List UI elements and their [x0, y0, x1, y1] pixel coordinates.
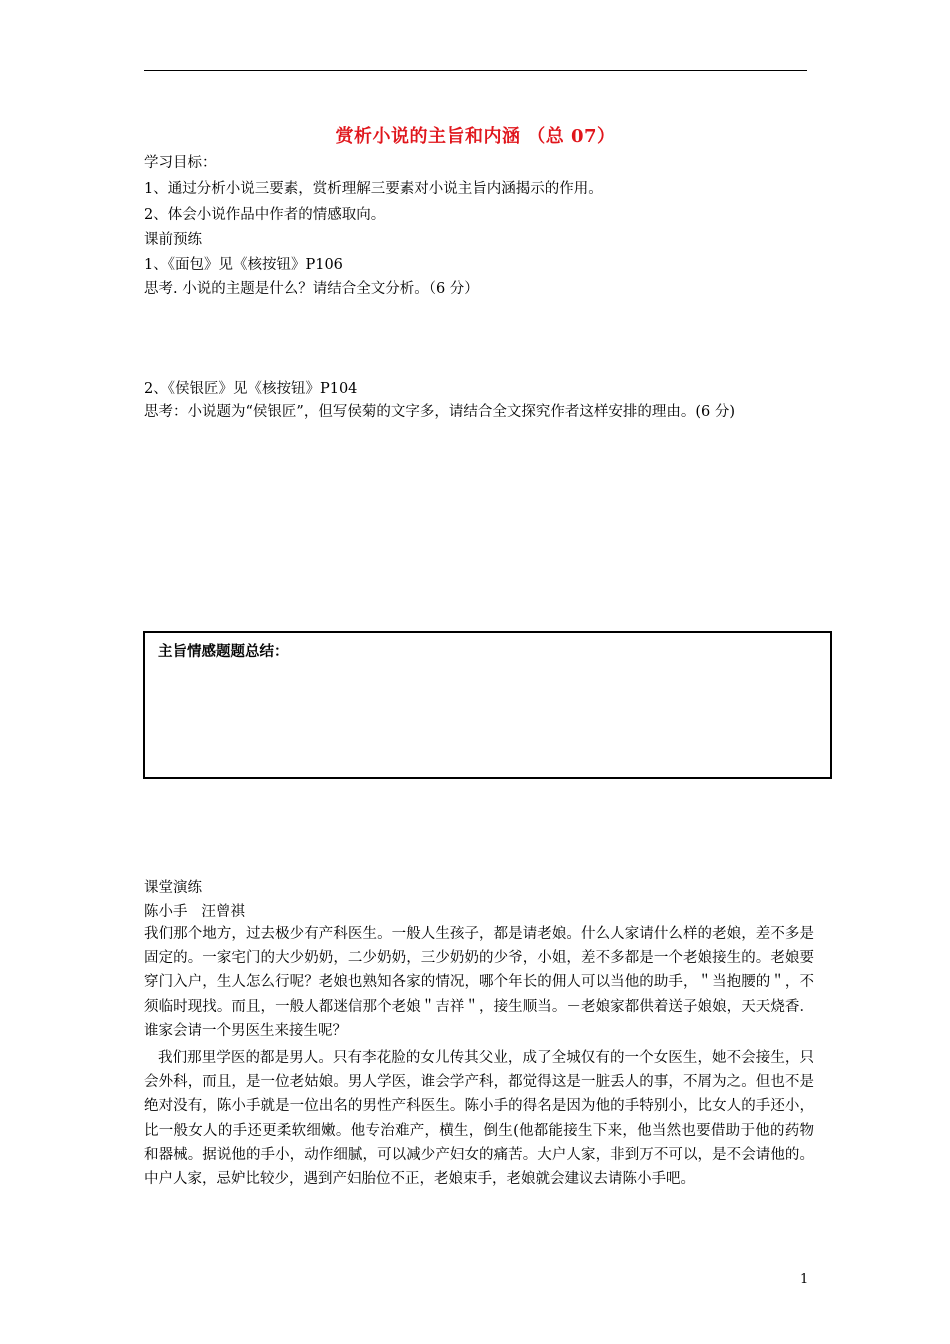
story-paragraph-1: 我们那个地方，过去极少有产科医生。一般人生孩子，都是请老娘。什么人家请什么样的老娘，差不多是固定的。一家宅门的大少奶奶，二少奶奶，三少奶奶的少爷，小姐，差不多都是一个老娘接生的。老娘要穿门入户，生人怎么行呢？老娘也熟知各家的情况，哪个年长的佣人可以当他的助手，＂当抱腰的＂，不须临时现找。而且，一般人都迷信那个老娘＂吉祥＂，接生顺当。－老娘家都供着送子娘娘，天天烧香．谁家会请一个男医生来接生呢？ [144, 926, 814, 1039]
story-paragraph-2: 我们那里学医的都是男人。只有李花脸的女儿传其父业，成了全城仅有的一个女医生，她不会接生，只会外科，而且，是一位老姑娘。男人学医，谁会学产科，都觉得这是一脏丢人的事，不屑为之。但也不是绝对没有，陈小手就是一位出名的男性产科医生。陈小手的得名是因为他的手特别小，比女人的手还小，比一般女人的手还更柔软细嫩。他专治难产，横生，倒生(他都能接生下来，他当然也要借助于他的药物和器械。据说他的手小，动作细腻，可以减少产妇女的痛苦。大户人家，非到万不可以，是不会请他的。中户人家，忌妒比较少，遇到产妇胎位不正，老娘束手，老娘就会建议去请陈小手吧。 [144, 1050, 814, 1188]
page-number: 1 [800, 1272, 809, 1287]
objective-item-1: 1、通过分析小说三要素，赏析理解三要素对小说主旨内涵揭示的作用。 [144, 181, 603, 197]
practice-heading: 课堂演练 [144, 880, 202, 896]
summary-box-label: 主旨情感题题总结： [158, 643, 289, 660]
question-1-title: 1、《面包》见《核按钮》P106 [144, 257, 343, 273]
question-2-title: 2、《侯银匠》见《核按钮》P104 [144, 381, 358, 397]
story-title: 陈小手 汪曾祺 [144, 904, 245, 920]
header-rule [144, 70, 807, 71]
preview-heading: 课前预练 [144, 232, 202, 248]
objective-item-2: 2、体会小说作品中作者的情感取向。 [144, 207, 386, 223]
question-2-prompt: 思考：小说题为“侯银匠”，但写侯菊的文字多，请结合全文探究作者这样安排的理由。(6 分) [144, 404, 735, 420]
question-1-prompt: 思考. 小说的主题是什么？请结合全文分析。（6 分） [144, 281, 479, 297]
page-title: 赏析小说的主旨和内涵 （总 07） [335, 126, 616, 147]
objectives-heading: 学习目标： [144, 155, 217, 171]
summary-box [143, 631, 832, 779]
